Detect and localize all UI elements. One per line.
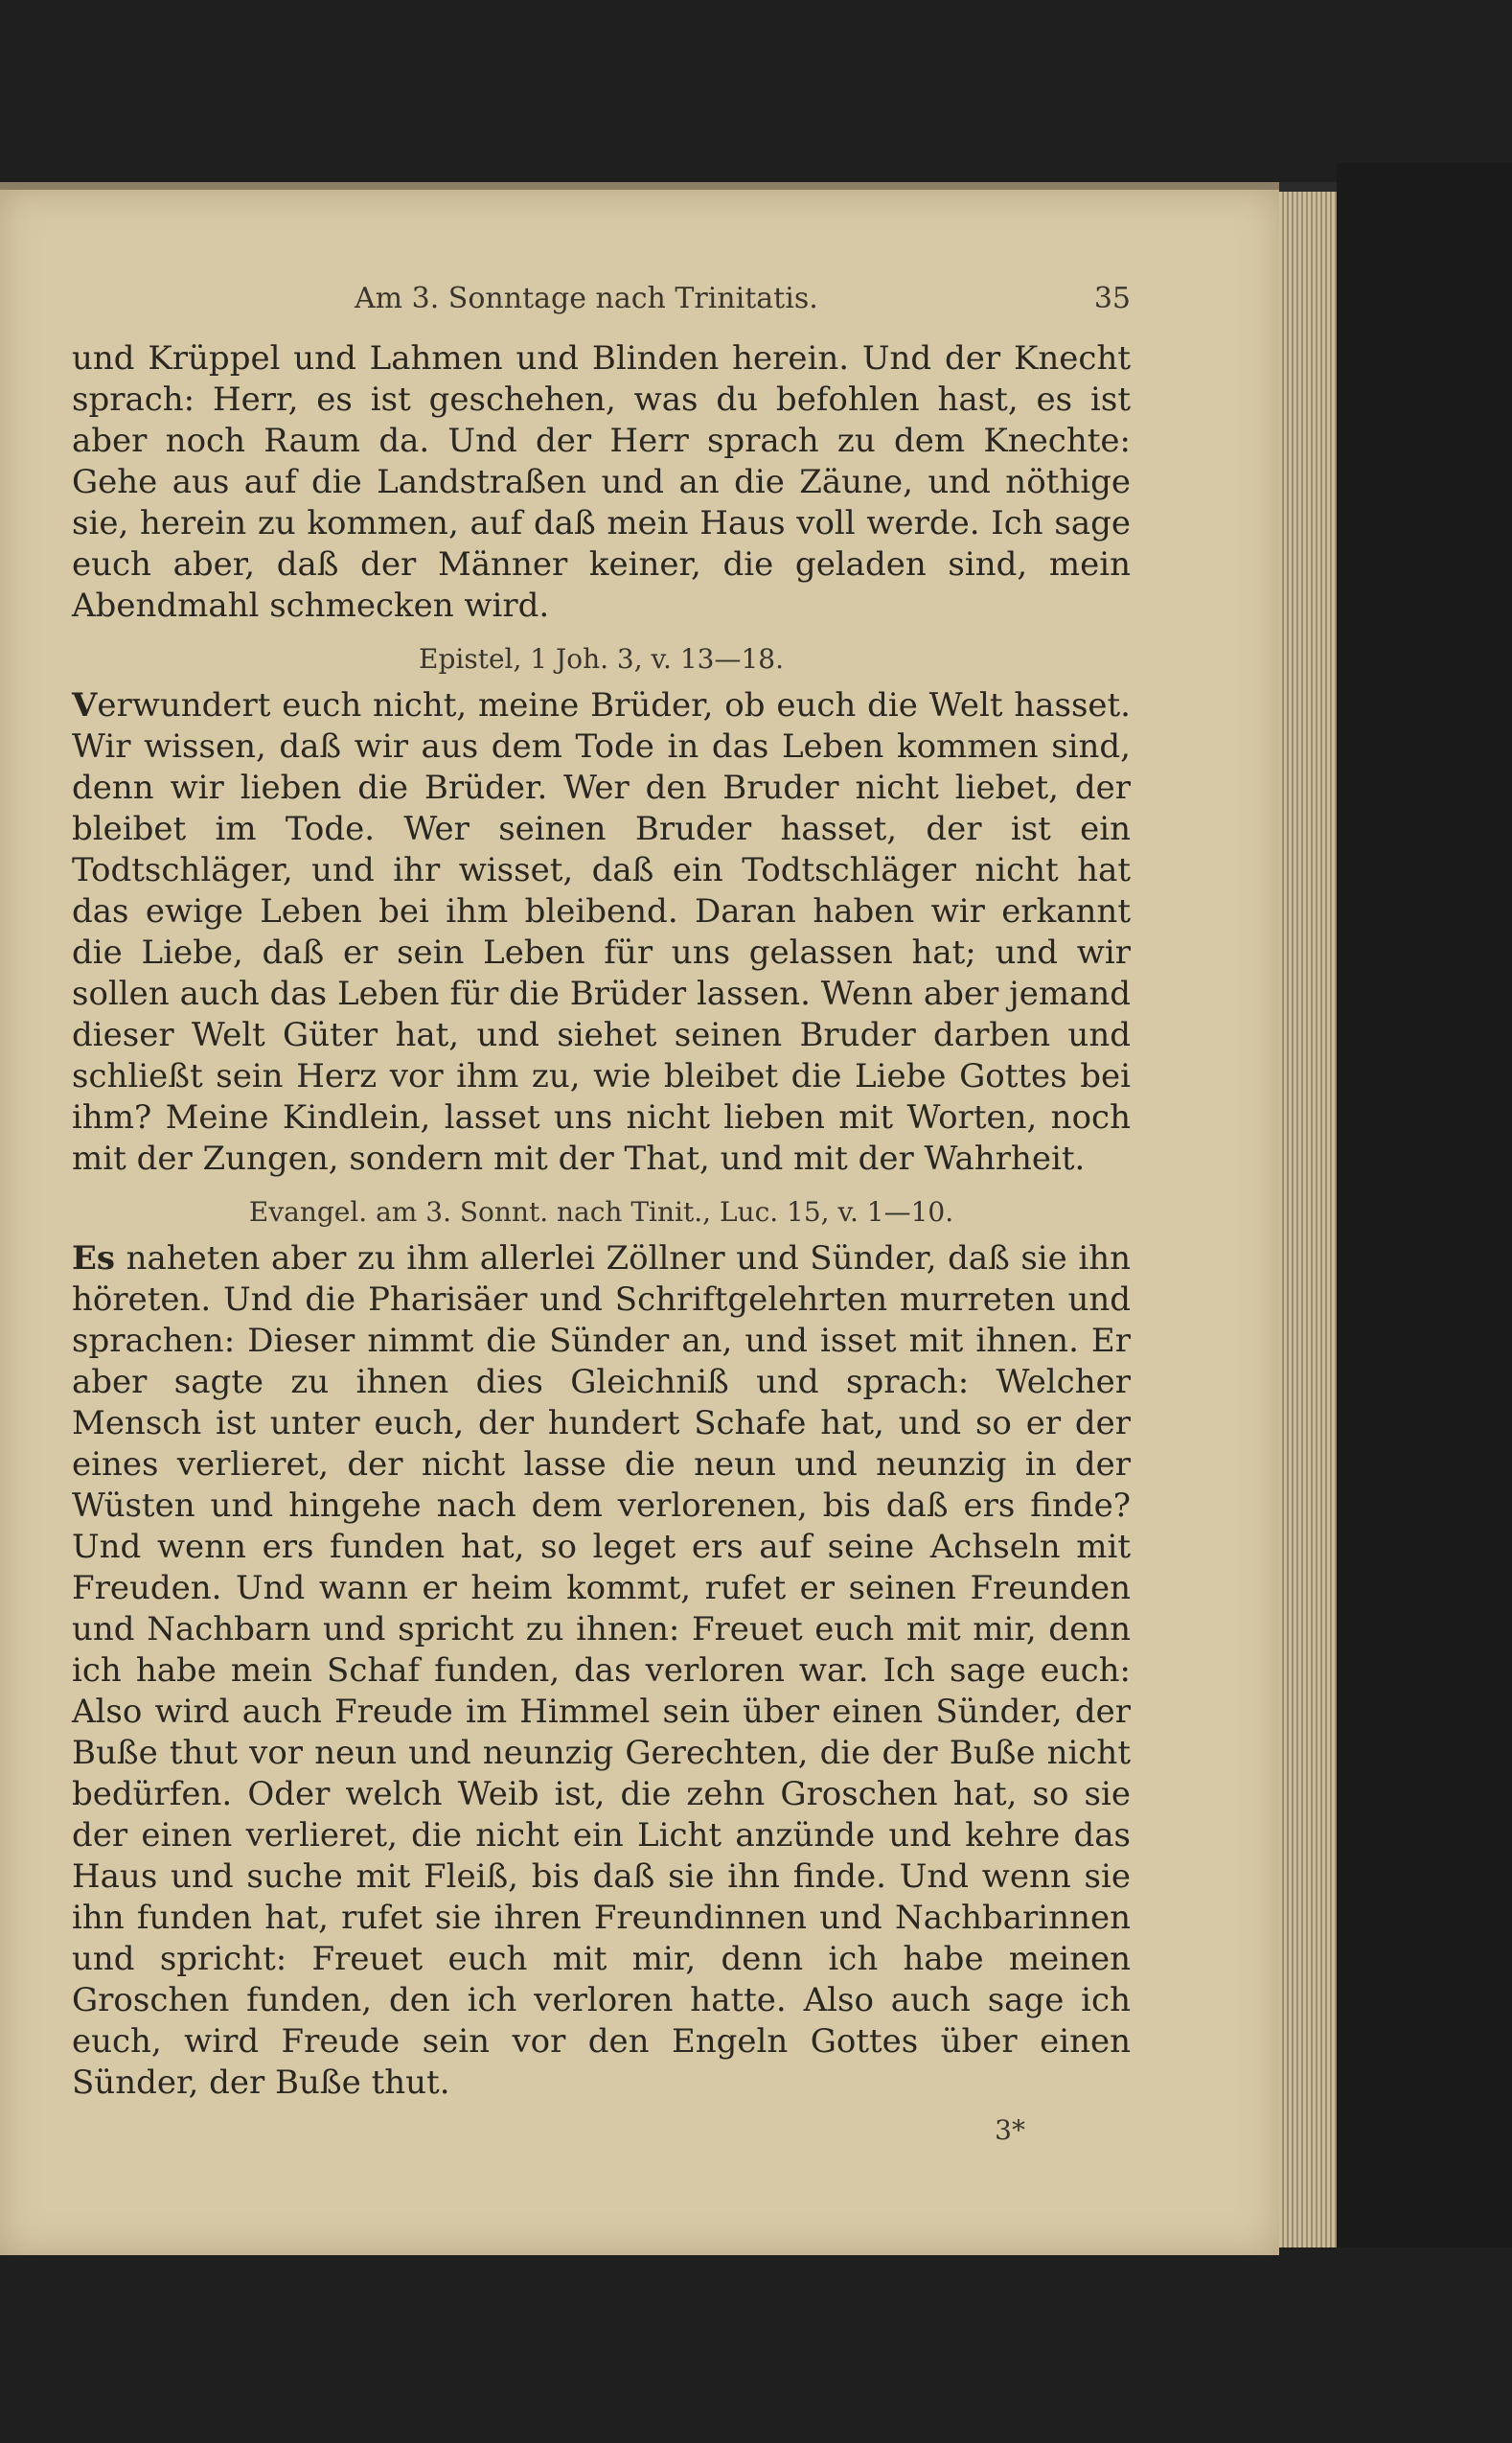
page-number: 35 <box>1093 282 1131 315</box>
gospel-heading: Evangel. am 3. Sonnt. nach Tinit., Luc. 15, v. 1—10. <box>248 1196 954 1228</box>
printer-signature: 3* <box>995 2114 1025 2146</box>
page-stack-edge <box>1279 192 1337 2252</box>
background-top <box>0 0 1512 182</box>
gospel-initial: Es <box>72 1239 116 1278</box>
epistle-text <box>72 685 1131 1180</box>
page-content <box>72 278 1131 2151</box>
epistle-heading: Epistel, 1 Joh. 3, v. 13—18. <box>419 643 784 675</box>
epistle-initial: V <box>72 686 98 725</box>
gospel-body: naheten aber zu ihm allerlei Zöllner und Sünder, daß sie ihn höreten. Und die Pharisäer und Schriftgelehrten murreten und sprachen: Dieser nimmt die Sünder an, und isset mit ihnen. Er aber sagte zu ihnen dies Gleichniß und sprach: Welcher Mensch ist unter euch, der hundert Schafe hat, und so er der eines verlieret, der nicht lasse die neun und neunzig in der Wüsten und hingehe nach dem verlorenen, bis daß ers finde? Und wenn ers funden hat, so leget ers auf seine Achseln mit Freuden. Und wann er heim kommt, rufet er seinen Freunden und Nachbarn und spricht zu ihnen: Freuet euch mit mir, denn ich habe mein Schaf funden, das verloren war. Ich sage euch: Also wird auch Freude im Himmel sein über einen Sünder, der Buße thut vor neun und neunzig Gerechten, die der Buße nicht bedürfen. Oder welch Weib ist, die zehn Groschen hat, so sie der einen verlieret, die nicht ein Licht anzünde und kehre das Haus und suche mit Fleiß, bis daß sie ihn finde. Und wenn sie ihn funden hat, rufet sie ihren Freundinnen und Nachbarinnen und spricht: Freuet euch mit mir, denn ich habe meinen Groschen funden, den ich verloren hatte. Also auch sage ich euch, wird Freude sein vor den Engeln Gottes über einen Sünder, der Buße thut. <box>72 1239 1131 2102</box>
background-bottom <box>0 2247 1512 2443</box>
gospel-text <box>72 1238 1131 2104</box>
gospel-continuation: und Krüppel und Lahmen und Blinden herein. Und der Knecht sprach: Herr, es ist geschehen, was du befohlen hast, es ist aber noch Raum da. Und der Herr sprach zu dem Knechte: Gehe aus auf die Landstraßen und an die Zäune, und nöthige sie, herein zu kommen, auf daß mein Haus voll werde. Ich sage euch aber, daß der Männer keiner, die geladen sind, mein Abendmahl schmecken wird. <box>72 339 1131 625</box>
running-title: Am 3. Sonntage nach Trinitatis. <box>355 282 818 315</box>
running-head <box>72 278 1131 319</box>
epistle-body: erwundert euch nicht, meine Brüder, ob euch die Welt hasset. Wir wissen, daß wir aus dem Tode in das Leben kommen sind, denn wir lieben die Brüder. Wer den Bruder nicht liebet, der bleibet im Tode. Wer seinen Bruder hasset, der ist ein Todtschläger, und ihr wisset, daß ein Todtschläger nicht hat das ewige Leben bei ihm bleibend. Daran haben wir erkannt die Liebe, daß er sein Leben für uns gelassen hat; und wir sollen auch das Leben für die Brüder lassen. Wenn aber jemand dieser Welt Güter hat, und siehet seinen Bruder darben und schließt sein Herz vor ihm zu, wie bleibet die Liebe Gottes bei ihm? Meine Kindlein, lasset uns nicht lieben mit Worten, noch mit der Zungen, sondern mit der That, und mit der Wahrheit. <box>72 686 1131 1178</box>
book-cover-edge <box>1337 163 1512 2291</box>
